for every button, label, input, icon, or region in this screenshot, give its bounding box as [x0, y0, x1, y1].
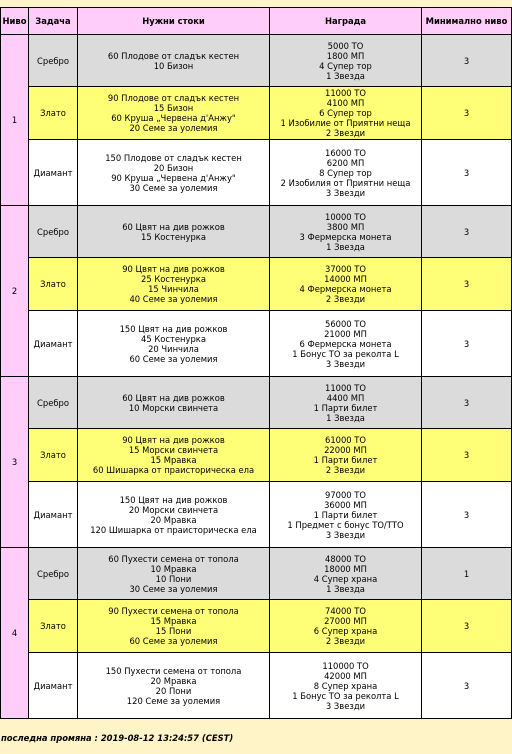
reward-line: 8 Супер тор: [319, 167, 372, 178]
needed-goods-line: 15 Мравка: [150, 616, 197, 626]
reward-line: 1800 МП: [326, 50, 365, 61]
needed-goods-line: 20 Пони: [155, 685, 192, 696]
reward-cell: [270, 600, 422, 653]
header-task: Задача: [29, 8, 78, 35]
level-cell: 2: [1, 206, 29, 377]
reward-cell: [270, 258, 422, 311]
reward-line: 37000 ТО: [324, 264, 366, 274]
reward-cell: [270, 653, 422, 719]
task-cell: Диамант: [29, 482, 78, 548]
reward-cell: [270, 429, 422, 482]
reward-line: 1 Звезда: [326, 412, 365, 423]
needed-goods-line: 60 Круша „Червена д'Анжу": [111, 113, 236, 123]
header-min-level: Минимално ниво: [422, 8, 512, 35]
needed-goods-line: 10 Мравка: [150, 563, 197, 574]
task-cell: Диамант: [29, 653, 78, 719]
reward-line: 3 Звезди: [325, 187, 366, 198]
min-level-cell: 3: [422, 653, 512, 719]
reward-cell: [270, 482, 422, 548]
needed-goods-line: 150 Цвят на див рожков: [119, 494, 228, 505]
table-row: [1, 258, 512, 311]
needed-goods-line: 25 Костенурка: [141, 274, 206, 284]
reward-line: 1 Парти билет: [313, 455, 378, 465]
reward-line: 22000 МП: [324, 445, 367, 455]
needed-goods-line: 120 Семе за уолемия: [126, 695, 221, 706]
task-cell: Злато: [29, 429, 78, 482]
needed-goods-cell: [78, 311, 270, 377]
reward-line: 97000 ТО: [324, 489, 366, 500]
needed-goods-line: 150 Плодове от сладък кестен: [105, 152, 242, 163]
reward-cell: [270, 140, 422, 206]
reward-cell: [270, 311, 422, 377]
reward-line: 18000 МП: [324, 563, 367, 574]
needed-goods-line: 15 Мравка: [150, 455, 197, 465]
reward-line: 48000 ТО: [324, 553, 366, 564]
reward-line: 42000 МП: [324, 670, 367, 681]
table-row: [1, 35, 512, 87]
reward-line: 16000 ТО: [324, 147, 366, 158]
reward-line: 1 Звезда: [326, 583, 365, 594]
reward-line: 4100 МП: [326, 98, 365, 108]
reward-line: 4 Супер тор: [319, 60, 372, 71]
reward-line: 6 Супер храна: [313, 626, 378, 636]
reward-line: 3800 МП: [326, 221, 365, 232]
min-level-cell: 3: [422, 140, 512, 206]
reward-line: 3 Звезди: [325, 529, 366, 540]
min-level-cell: 3: [422, 377, 512, 429]
needed-goods-line: 10 Морски свинчета: [128, 402, 219, 413]
needed-goods-line: 15 Морски свинчета: [128, 445, 219, 455]
needed-goods-line: 15 Пони: [155, 626, 192, 636]
level-cell: 3: [1, 377, 29, 548]
needed-goods-cell: [78, 87, 270, 140]
needed-goods-line: 60 Семе за уолемия: [129, 353, 218, 364]
table-body: [1, 35, 512, 719]
table-row: [1, 206, 512, 258]
needed-goods-line: 45 Костенурка: [141, 333, 206, 344]
reward-line: 21000 МП: [324, 328, 367, 339]
task-cell: Сребро: [29, 35, 78, 87]
needed-goods-line: 10 Бизон: [153, 60, 194, 71]
table-row: [1, 140, 512, 206]
min-level-cell: 3: [422, 258, 512, 311]
reward-cell: [270, 87, 422, 140]
reward-line: 2 Изобилия от Приятни неща: [280, 177, 411, 188]
reward-cell: [270, 377, 422, 429]
header-needed: Нужни стоки: [78, 8, 270, 35]
needed-goods-line: 60 Плодове от сладък кестен: [107, 50, 240, 61]
needed-goods-cell: [78, 600, 270, 653]
reward-line: 2 Звезди: [325, 128, 366, 138]
needed-goods-cell: [78, 35, 270, 87]
min-level-cell: 3: [422, 35, 512, 87]
reward-line: 2 Звезди: [325, 465, 366, 475]
needed-goods-line: 20 Мравка: [150, 514, 197, 525]
reward-cell: [270, 206, 422, 258]
reward-line: 10000 ТО: [324, 211, 366, 222]
task-cell: Злато: [29, 258, 78, 311]
reward-line: 36000 МП: [324, 499, 367, 510]
reward-line: 11000 ТО: [324, 382, 366, 393]
needed-goods-line: 60 Семе за уолемия: [129, 636, 218, 646]
reward-line: 1 Звезда: [326, 70, 365, 81]
table-row: [1, 600, 512, 653]
reward-line: 6 Фермерска монета: [299, 338, 392, 349]
min-level-cell: 1: [422, 548, 512, 600]
task-cell: Злато: [29, 87, 78, 140]
reward-line: 61000 ТО: [324, 435, 366, 445]
task-cell: Сребро: [29, 377, 78, 429]
needed-goods-line: 60 Шишарка от праисторическа ела: [92, 465, 255, 475]
needed-goods-cell: [78, 429, 270, 482]
reward-line: 1 Изобилие от Приятни неща: [280, 118, 411, 128]
needed-goods-cell: [78, 548, 270, 600]
reward-cell: [270, 548, 422, 600]
needed-goods-line: 30 Семе за уолемия: [129, 583, 218, 594]
min-level-cell: 3: [422, 482, 512, 548]
needed-goods-line: 90 Пухести семена от топола: [108, 606, 239, 616]
table-row: [1, 377, 512, 429]
reward-line: 8 Супер храна: [313, 680, 378, 691]
table-row: [1, 482, 512, 548]
needed-goods-line: 90 Цвят на див рожков: [122, 264, 225, 274]
table-row: [1, 87, 512, 140]
reward-line: 2 Звезди: [325, 636, 366, 646]
task-cell: Сребро: [29, 548, 78, 600]
needed-goods-line: 60 Пухести семена от топола: [108, 553, 239, 564]
reward-line: 1 Предмет с бонус ТО/ТТО: [287, 519, 404, 530]
table-row: [1, 653, 512, 719]
needed-goods-cell: [78, 482, 270, 548]
needed-goods-line: 20 Мравка: [150, 675, 197, 686]
min-level-cell: 3: [422, 600, 512, 653]
needed-goods-line: 10 Пони: [155, 573, 192, 584]
needed-goods-line: 20 Чинчила: [148, 343, 199, 354]
needed-goods-line: 15 Чинчила: [148, 284, 199, 294]
reward-line: 2 Звезди: [325, 294, 366, 304]
level-cell: 1: [1, 35, 29, 206]
header-row: [1, 8, 512, 35]
min-level-cell: 3: [422, 311, 512, 377]
reward-line: 4400 МП: [326, 392, 365, 403]
min-level-cell: 3: [422, 87, 512, 140]
needed-goods-line: 30 Семе за уолемия: [129, 182, 218, 193]
reward-line: 27000 МП: [324, 616, 367, 626]
reward-line: 1 Бонус ТО за реколта L: [292, 348, 399, 359]
needed-goods-line: 15 Бизон: [153, 103, 194, 113]
rewards-table: [0, 7, 512, 719]
task-cell: Злато: [29, 600, 78, 653]
needed-goods-line: 15 Костенурка: [141, 231, 206, 242]
reward-line: 6200 МП: [326, 157, 365, 168]
reward-line: 1 Бонус ТО за реколта L: [292, 690, 399, 701]
needed-goods-line: 90 Круша „Червена д'Анжу": [111, 172, 236, 183]
needed-goods-line: 20 Семе за уолемия: [129, 123, 218, 133]
needed-goods-line: 40 Семе за уолемия: [129, 294, 218, 304]
task-cell: Диамант: [29, 140, 78, 206]
needed-goods-cell: [78, 206, 270, 258]
reward-line: 3 Звезди: [325, 358, 366, 369]
reward-line: 56000 ТО: [324, 318, 366, 329]
min-level-cell: 3: [422, 429, 512, 482]
header-level: Ниво: [1, 8, 29, 35]
reward-line: 110000 ТО: [322, 660, 369, 671]
needed-goods-line: 120 Шишарка от праисторическа ела: [90, 524, 257, 535]
reward-line: 1 Звезда: [326, 241, 365, 252]
needed-goods-line: 60 Цвят на див рожков: [122, 392, 225, 403]
needed-goods-line: 150 Пухести семена от топола: [105, 665, 242, 676]
table-row: [1, 429, 512, 482]
needed-goods-cell: [78, 377, 270, 429]
reward-line: 3 Фермерска монета: [299, 231, 392, 242]
needed-goods-line: 20 Бизон: [153, 162, 194, 173]
reward-line: 4 Супер храна: [313, 573, 378, 584]
level-cell: 4: [1, 548, 29, 719]
reward-line: 74000 ТО: [324, 606, 366, 616]
needed-goods-cell: [78, 653, 270, 719]
reward-line: 4 Фермерска монета: [299, 284, 392, 294]
reward-cell: [270, 35, 422, 87]
task-cell: Сребро: [29, 206, 78, 258]
header-reward: Награда: [270, 8, 422, 35]
needed-goods-cell: [78, 258, 270, 311]
reward-line: 5000 ТО: [327, 40, 364, 51]
needed-goods-line: 60 Цвят на див рожков: [122, 221, 225, 232]
needed-goods-line: 150 Цвят на див рожков: [119, 323, 228, 334]
table-row: [1, 311, 512, 377]
needed-goods-line: 20 Морски свинчета: [128, 504, 219, 515]
table-row: [1, 548, 512, 600]
reward-line: 1 Парти билет: [313, 509, 378, 520]
min-level-cell: 3: [422, 206, 512, 258]
needed-goods-cell: [78, 140, 270, 206]
reward-line: 11000 ТО: [324, 88, 366, 98]
reward-line: 1 Парти билет: [313, 402, 378, 413]
reward-line: 6 Супер тор: [319, 108, 372, 118]
reward-line: 3 Звезди: [325, 700, 366, 711]
task-cell: Диамант: [29, 311, 78, 377]
needed-goods-line: 90 Плодове от сладък кестен: [107, 93, 240, 103]
reward-line: 14000 МП: [324, 274, 367, 284]
last-modified: последна промяна : 2019-08-12 13:24:57 (CEST): [1, 733, 234, 743]
needed-goods-line: 90 Цвят на див рожков: [122, 435, 225, 445]
